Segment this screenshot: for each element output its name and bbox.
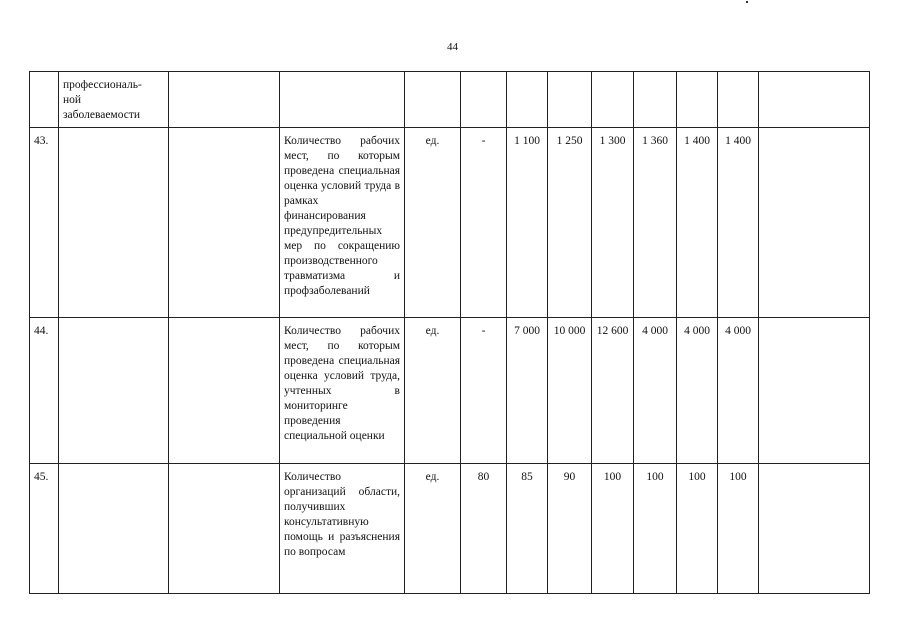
value-cell: 85 (507, 464, 548, 594)
unit-cell: ед. (405, 318, 461, 464)
row-number: 45. (30, 464, 59, 594)
table-row-44 (30, 318, 870, 464)
indicators-table (29, 71, 870, 594)
value-cell: 90 (548, 464, 592, 594)
page-number: 44 (447, 41, 458, 53)
value-cell: 1 100 (507, 128, 548, 318)
page-speck (746, 1, 748, 3)
indicator-description: Количество рабочих мест, по которым проведена специальная оценка условий труда, учтенных в мониторинге проведения специальной оценки (280, 318, 405, 464)
value-cell: 1 300 (592, 128, 634, 318)
cell-empty (169, 128, 280, 318)
cell-empty (759, 72, 870, 128)
value-cell: 80 (461, 464, 507, 594)
value-cell: - (461, 318, 507, 464)
value-cell: - (461, 128, 507, 318)
value-cell: 7 000 (507, 318, 548, 464)
cell-section-name (59, 72, 169, 128)
cell-empty (759, 318, 870, 464)
cell-empty (405, 72, 461, 128)
value-cell: 12 600 (592, 318, 634, 464)
cell-empty (592, 72, 634, 128)
cell-num (30, 72, 59, 128)
cell-empty (759, 464, 870, 594)
cell-empty (59, 318, 169, 464)
value-cell: 100 (718, 464, 759, 594)
value-cell: 1 360 (634, 128, 677, 318)
unit-cell: ед. (405, 128, 461, 318)
table-row-continuation (30, 72, 870, 128)
cell-empty (634, 72, 677, 128)
table-row-43 (30, 128, 870, 318)
cell-empty (169, 318, 280, 464)
section-name-line: заболеваемости (63, 109, 141, 121)
value-cell: 1 400 (677, 128, 718, 318)
indicator-description: Количество организаций области, получивших консультативную помощь и разъяснения по вопросам (280, 464, 405, 594)
value-cell: 1 400 (718, 128, 759, 318)
value-cell: 4 000 (634, 318, 677, 464)
value-cell: 1 250 (548, 128, 592, 318)
cell-empty (677, 72, 718, 128)
value-cell: 100 (677, 464, 718, 594)
unit-cell: ед. (405, 464, 461, 594)
cell-empty (169, 72, 280, 128)
value-cell: 100 (634, 464, 677, 594)
value-cell: 4 000 (718, 318, 759, 464)
row-number: 44. (30, 318, 59, 464)
section-name-line: ной (63, 94, 82, 106)
cell-empty (507, 72, 548, 128)
cell-empty (461, 72, 507, 128)
value-cell: 100 (592, 464, 634, 594)
value-cell: 4 000 (677, 318, 718, 464)
cell-empty (59, 128, 169, 318)
cell-empty (59, 464, 169, 594)
table-row-45 (30, 464, 870, 594)
indicator-description: Количество рабочих мест, по которым проведена специальная оценка условий труда в рамках финансирования предупредительных мер по сокращению производственного травматизма и профзаболеваний (280, 128, 405, 318)
cell-empty (548, 72, 592, 128)
cell-empty (718, 72, 759, 128)
cell-empty (280, 72, 405, 128)
cell-empty (169, 464, 280, 594)
row-number: 43. (30, 128, 59, 318)
cell-empty (759, 128, 870, 318)
value-cell: 10 000 (548, 318, 592, 464)
section-name-line: профессиональ- (63, 79, 142, 91)
